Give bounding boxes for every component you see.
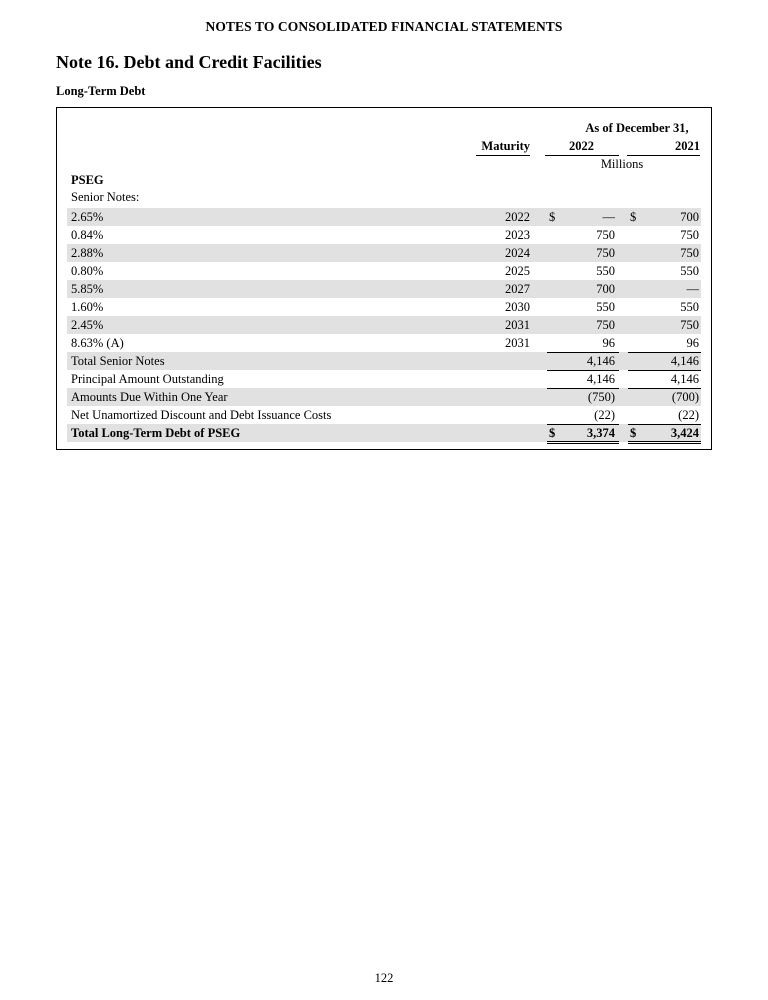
value-2021: 4,146 [670, 372, 699, 386]
rate-label: 0.80% [71, 264, 104, 278]
maturity-value: 2030 [505, 300, 530, 314]
value-2022: 4,146 [586, 372, 615, 386]
table-row [57, 208, 711, 226]
row-label: Total Senior Notes [71, 354, 165, 368]
table-row [57, 316, 711, 334]
rate-label: 8.63% (A) [71, 336, 124, 350]
value-2021: 550 [680, 264, 699, 278]
maturity-value: 2022 [505, 210, 530, 224]
maturity-value: 2031 [505, 318, 530, 332]
value-2022: (22) [594, 408, 615, 422]
currency-symbol: $ [630, 210, 637, 224]
page-number: 122 [374, 971, 394, 985]
table-row-net-unamortized [57, 406, 711, 424]
value-2022: 750 [596, 228, 615, 242]
rate-label: 2.65% [71, 210, 104, 224]
rate-label: 5.85% [71, 282, 104, 296]
rate-label: 2.45% [71, 318, 104, 332]
value-2022: 550 [596, 300, 615, 314]
section-title: Long-Term Debt [56, 84, 146, 98]
value-2022: 3,374 [586, 426, 615, 440]
value-2022: 550 [596, 264, 615, 278]
value-2022: 750 [596, 246, 615, 260]
row-label: Principal Amount Outstanding [71, 372, 224, 386]
entity-label: PSEG [71, 173, 104, 187]
rate-label: 1.60% [71, 300, 104, 314]
as-of-header: As of December 31, [585, 121, 689, 135]
value-2021: 550 [680, 300, 699, 314]
table-row [57, 262, 711, 280]
currency-symbol: $ [630, 426, 637, 440]
value-2021: (700) [671, 390, 699, 404]
maturity-value: 2025 [505, 264, 530, 278]
value-2022: 96 [602, 336, 615, 350]
value-2021: 750 [680, 318, 699, 332]
note-title: Note 16. Debt and Credit Facilities [56, 52, 322, 72]
value-2021: 3,424 [670, 426, 699, 440]
value-2021: 750 [680, 246, 699, 260]
value-2021: 96 [686, 336, 699, 350]
group-label: Senior Notes: [71, 190, 140, 204]
year-2021-column-header: 2021 [627, 139, 700, 156]
row-label: Total Long-Term Debt of PSEG [71, 426, 241, 440]
document-header: NOTES TO CONSOLIDATED FINANCIAL STATEMENTS [205, 19, 563, 34]
maturity-value: 2027 [505, 282, 530, 296]
maturity-value: 2023 [505, 228, 530, 242]
rate-label: 2.88% [71, 246, 104, 260]
value-2021: 750 [680, 228, 699, 242]
value-2021: — [686, 282, 699, 296]
value-2022: 700 [596, 282, 615, 296]
value-2022: 750 [596, 318, 615, 332]
maturity-column-header: Maturity [476, 139, 530, 156]
currency-symbol: $ [549, 426, 556, 440]
table-row [57, 334, 711, 352]
table-row [57, 226, 711, 244]
table-rows [57, 208, 711, 442]
table-row [57, 280, 711, 298]
value-2021: 700 [680, 210, 699, 224]
value-2022: — [602, 210, 615, 224]
value-2021: 4,146 [670, 354, 699, 368]
maturity-value: 2031 [505, 336, 530, 350]
table-row-total-senior-notes [57, 352, 711, 370]
debt-table [56, 107, 712, 450]
table-row [57, 298, 711, 316]
row-label: Amounts Due Within One Year [71, 390, 228, 404]
maturity-value: 2024 [505, 246, 530, 260]
units-label: Millions [600, 157, 644, 171]
table-row-principal-outstanding [57, 370, 711, 388]
currency-symbol: $ [549, 210, 556, 224]
row-label: Net Unamortized Discount and Debt Issuance Costs [71, 408, 332, 422]
value-2022: (750) [587, 390, 615, 404]
value-2022: 4,146 [586, 354, 615, 368]
table-row-total-long-term-debt [57, 424, 711, 442]
table-row-due-within-year [57, 388, 711, 406]
rate-label: 0.84% [71, 228, 104, 242]
value-2021: (22) [678, 408, 699, 422]
year-2022-column-header: 2022 [545, 139, 619, 156]
table-row [57, 244, 711, 262]
